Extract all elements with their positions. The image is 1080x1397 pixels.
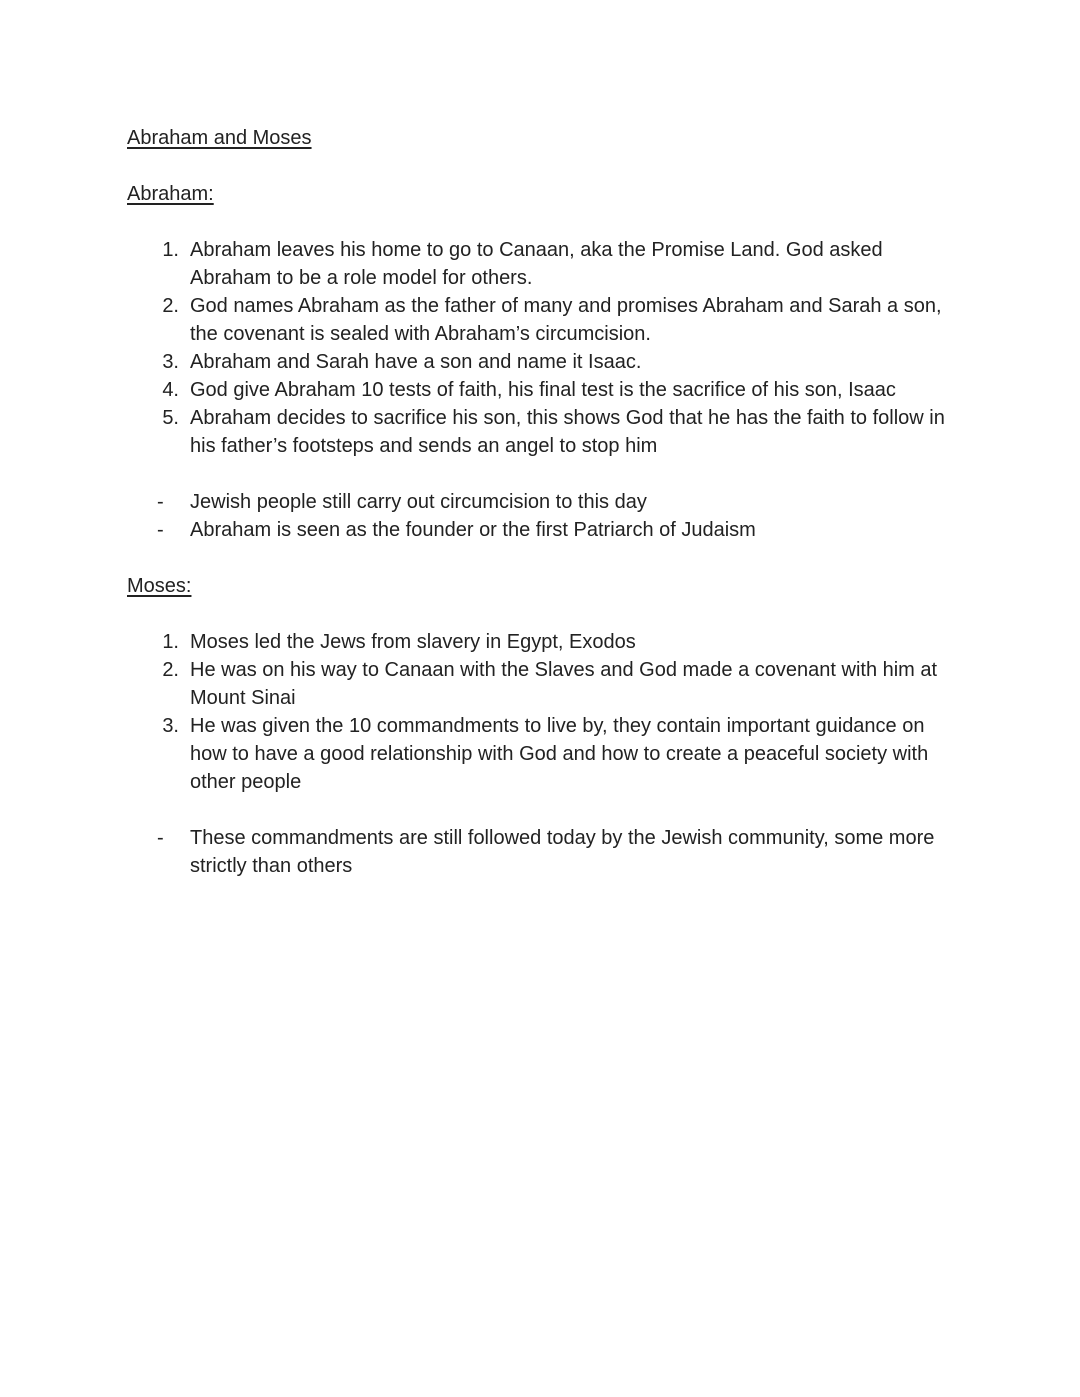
- moses-dash-list: [127, 824, 957, 880]
- list-item-text: Abraham and Sarah have a son and name it Isaac.: [190, 351, 642, 373]
- dash-marker: -: [157, 519, 164, 541]
- spacer: [127, 460, 957, 488]
- list-item: [127, 712, 957, 796]
- section-moses: [127, 572, 957, 880]
- spacer: [127, 544, 957, 572]
- list-item: [127, 516, 957, 544]
- section-heading-moses: Moses:: [127, 575, 192, 597]
- list-number: 4.: [162, 379, 179, 401]
- dash-marker: -: [157, 491, 164, 513]
- spacer: [127, 796, 957, 824]
- section-heading-abraham: Abraham:: [127, 183, 214, 205]
- list-item: [127, 292, 957, 348]
- abraham-numbered-list: [127, 236, 957, 460]
- list-item-text: Moses led the Jews from slavery in Egypt, Exodos: [190, 631, 636, 653]
- list-item-text: Abraham decides to sacrifice his son, this shows God that he has the faith to follow in his father’s footsteps and sends an angel to stop him: [190, 407, 945, 457]
- document-title: Abraham and Moses: [127, 127, 312, 149]
- list-item: [127, 488, 957, 516]
- dash-marker: -: [157, 827, 164, 849]
- abraham-dash-list: [127, 488, 957, 544]
- list-number: 5.: [162, 407, 179, 429]
- list-item-text: God give Abraham 10 tests of faith, his final test is the sacrifice of his son, Isaac: [190, 379, 896, 401]
- list-item-text: These commandments are still followed today by the Jewish community, some more strictly than others: [190, 827, 935, 877]
- list-number: 1.: [162, 239, 179, 261]
- list-item-text: Abraham leaves his home to go to Canaan, aka the Promise Land. God asked Abraham to be a role model for others.: [190, 239, 883, 289]
- document-body: [127, 124, 957, 880]
- list-item-text: Jewish people still carry out circumcision to this day: [190, 491, 647, 513]
- list-item: [127, 656, 957, 712]
- list-number: 2.: [162, 295, 179, 317]
- list-item-text: He was on his way to Canaan with the Slaves and God made a covenant with him at Mount Sinai: [190, 659, 938, 709]
- list-item: [127, 628, 957, 656]
- list-item-text: God names Abraham as the father of many and promises Abraham and Sarah a son, the covenant is sealed with Abraham’s circumcision.: [190, 295, 942, 345]
- list-item-text: He was given the 10 commandments to live by, they contain important guidance on how to have a good relationship with God and how to create a peaceful society with other people: [190, 715, 929, 793]
- list-item: [127, 824, 957, 880]
- list-item: [127, 376, 957, 404]
- list-number: 3.: [162, 715, 179, 737]
- section-abraham: [127, 180, 957, 544]
- list-item-text: Abraham is seen as the founder or the first Patriarch of Judaism: [190, 519, 756, 541]
- list-number: 1.: [162, 631, 179, 653]
- list-item: [127, 236, 957, 292]
- moses-numbered-list: [127, 628, 957, 796]
- list-item: [127, 348, 957, 376]
- list-number: 3.: [162, 351, 179, 373]
- list-number: 2.: [162, 659, 179, 681]
- list-item: [127, 404, 957, 460]
